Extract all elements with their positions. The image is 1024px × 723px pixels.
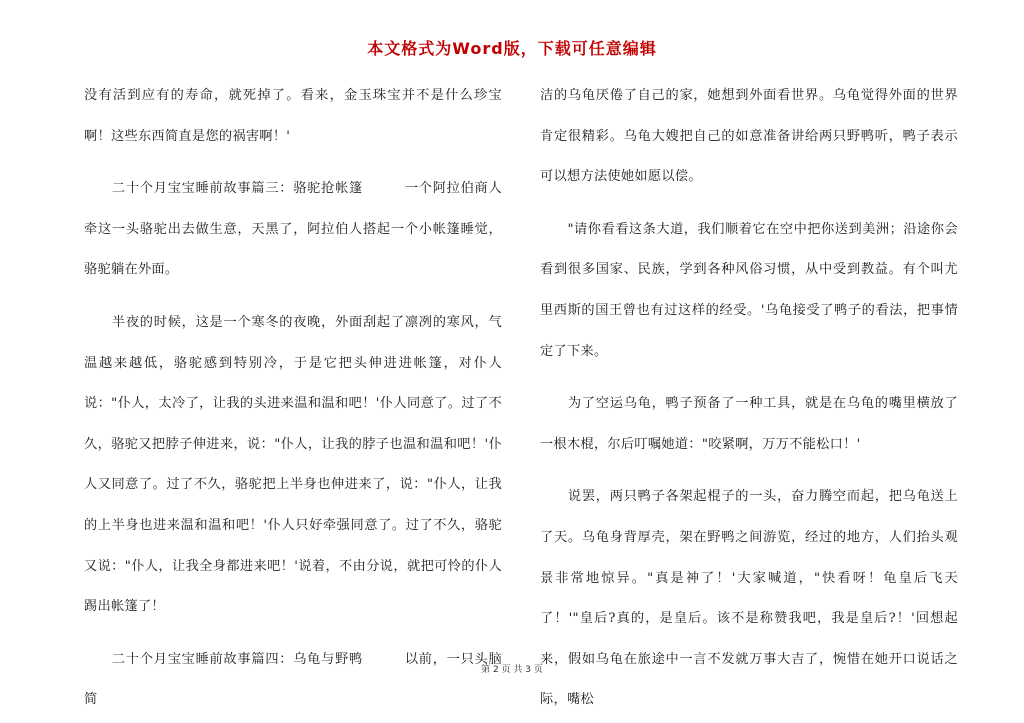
paragraph: "请你看看这条大道，我们顺着它在空中把你送到美洲；沿途你会看到很多国家、民族，学到各种风俗习惯，从中受到教益。有个叫尤里西斯的国王曾也有过这样的经受。'乌龟接受了鸭子的看法，把事情定了下来。: [540, 221, 958, 359]
document-header: 本文格式为Word版，下载可任意编辑: [367, 39, 657, 58]
paragraph: 为了空运乌龟，鸭子预备了一种工具，就是在乌龟的嘴里横放了一根木棍，尔后叮嘱她道："咬紧啊，万万不能松口！': [540, 396, 958, 452]
paragraph: 半夜的时候，这是一个寒冬的夜晚，外面刮起了凛冽的寒风，气温越来越低，骆驼感到特别冷，于是它把头伸进进帐篷，对仆人说："仆人，太冷了，让我的头进来温和温和吧！'仆人同意了。过了不久，骆驼又把脖子伸进来，说："仆人，让我的脖子也温和温和吧！'仆人又同意了。过了不久，骆驼把上半身也伸进来了，说："仆人，让我的上半身也进来温和温和吧！'仆人只好牵强同意了。过了不久，骆驼又说："仆人，让我全身都进来吧！'说着，不由分说，就把可怜的仆人踢出帐篷了！: [84, 314, 502, 615]
paragraph: 说罢，两只鸭子各架起棍子的一头，奋力腾空而起，把乌龟送上了天。乌龟身背厚壳，架在野鸭之间游览，经过的地方，人们抬头观景非常地惊异。"真是神了！'大家喊道，"快看呀！龟皇后飞天了！'"皇后?真的，是皇后。该不是称赞我吧，我是皇后?！'回想起来，假如乌龟在旅途中一言不发就万事大吉了，惋惜在她开口说话之际，嘴松: [540, 489, 958, 708]
page-number: 第 2 页 共 3 页: [481, 665, 543, 675]
paragraph: 没有活到应有的寿命，就死掉了。看来，金玉珠宝并不是什么珍宝啊！这些东西简直是您的祸害啊！': [84, 88, 502, 144]
paragraph: 洁的乌龟厌倦了自己的家，她想到外面看世界。乌龟觉得外面的世界肯定很精彩。乌龟大嫂把自己的如意准备讲给两只野鸭听，鸭子表示可以想方法使她如愿以偿。: [540, 88, 958, 185]
paragraph: 二十个月宝宝睡前故事篇四：乌龟与野鸭 以前，一只头脑简: [84, 651, 502, 708]
right-column: [540, 76, 958, 721]
left-column: [84, 76, 502, 721]
paragraph: 二十个月宝宝睡前故事篇三：骆驼抢帐篷 一个阿拉伯商人牵这一头骆驼出去做生意，天黑了，阿拉伯人搭起一个小帐篷睡觉，骆驼躺在外面。: [84, 181, 502, 278]
